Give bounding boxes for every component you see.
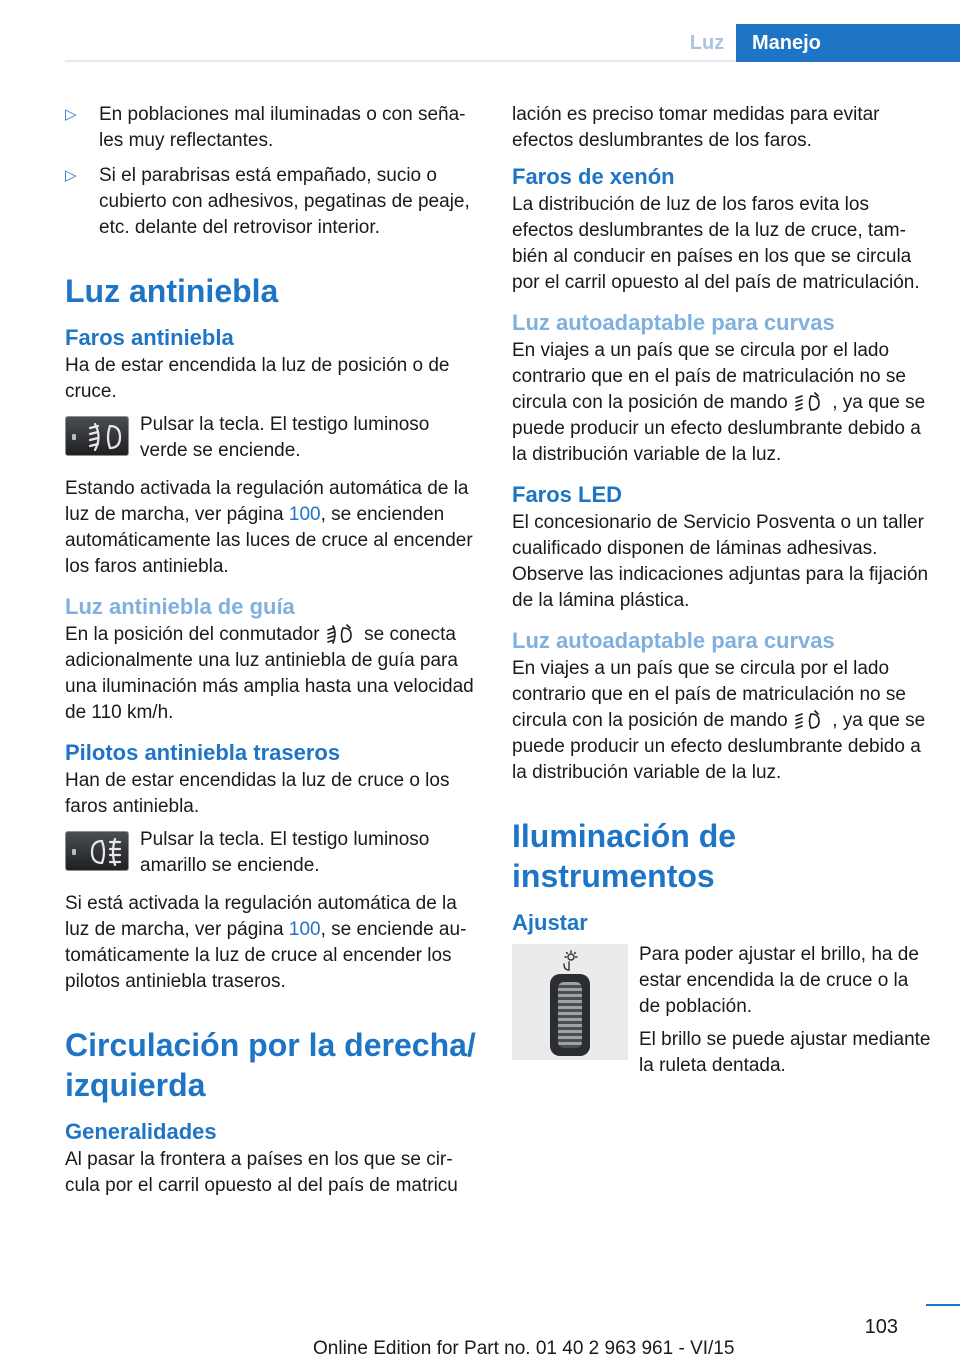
paragraph-auto-light-1 (65, 476, 477, 580)
adaptive-light-icon (325, 624, 359, 644)
indicator-led (72, 434, 76, 440)
paragraph-adaptive-curve-1 (512, 338, 932, 468)
heading-xenon: Faros de xenón (512, 164, 675, 189)
indicator-led (72, 849, 76, 855)
paragraph-adaptive-curve-2 (512, 656, 932, 786)
heading-driving-side: Circulación por la derecha/ izquierda (65, 1027, 476, 1103)
triangle-bullet-icon: ▷ (65, 106, 77, 123)
text-segment: En viajes a un país que se circula por el lado contrario que en el país de matriculación no se circula con la posición de mando (512, 340, 906, 413)
bullet-text: Si el parabrisas está empañado, sucio o cubierto con adhesivos, pegatinas de peaje, etc. delante del retrovisor interior. (99, 165, 470, 238)
header-chapter-tab[interactable]: Manejo (736, 24, 960, 62)
front-fog-button-row (65, 412, 477, 464)
adaptive-light-icon (793, 710, 827, 730)
paragraph-guide-fog (65, 622, 477, 726)
paragraph-adjust-1: Para poder ajustar el brillo, ha de estar encendida la de cruce o la de población. (639, 944, 919, 1017)
text-segment: Si está activada la regulación automática de la luz de marcha, ver página (65, 893, 457, 940)
brightness-thumbwheel (558, 982, 582, 1048)
text-segment: , ya que se puede producir un efecto deslumbrante debido a la distribución variable de la luz. (512, 392, 926, 465)
text-segment: se conecta adicionalmente una luz antiniebla de guía para una iluminación más amplia hasta una velocidad de 110 km/h. (65, 624, 474, 723)
footer-rule (926, 1304, 960, 1306)
text-segment: , ya que se puede producir un efecto deslumbrante debido a la distribución variable de la luz. (512, 710, 926, 783)
instrument-light-icon (560, 950, 582, 972)
paragraph-front-fog: Ha de estar encendida la luz de posición o de cruce. (65, 355, 450, 402)
bullet-text: En poblaciones mal iluminadas o con señales muy reflectantes. (99, 104, 466, 151)
paragraph-general: Al pasar la frontera a países en los que se circula por el carril opuesto al del país de matricu (65, 1149, 458, 1196)
heading-guide-fog: Luz antiniebla de guía (65, 594, 295, 619)
adaptive-light-icon (793, 392, 827, 412)
rear-fog-button-icon (65, 831, 129, 871)
rear-fog-button-text: Pulsar la tecla. El testigo luminoso amarillo se enciende. (140, 829, 430, 876)
heading-led: Faros LED (512, 482, 623, 507)
text-segment: En viajes a un país que se circula por el lado contrario que en el país de matriculación no se circula con la posición de mando (512, 658, 906, 731)
edition-footer: Online Edition for Part no. 01 40 2 963 961 - VI/15 (313, 1338, 735, 1359)
text-segment: En la posición del conmutador (65, 624, 325, 645)
text-segment: , se enciende automáticamente la luz de cruce al encender los pilotos antiniebla traseros. (65, 919, 467, 992)
header-section-tab[interactable]: Luz (689, 32, 725, 54)
left-column (65, 102, 477, 1206)
paragraph-led: El concesionario de Servicio Posventa o un taller cualificado disponen de láminas adhesivas. Observe las indicaciones adjuntas para la fijación de la lámina plástica. (512, 512, 929, 611)
rear-fog-light-icon (86, 838, 126, 866)
heading-general: Generalidades (65, 1119, 217, 1144)
paragraph-auto-light-2 (65, 891, 477, 995)
text-segment: Estando activada la regulación automática de la luz de marcha, ver página (65, 478, 469, 525)
front-fog-button-icon (65, 416, 129, 456)
paragraph-rear-fog: Han de estar encendidas la luz de cruce o los faros antiniebla. (65, 770, 450, 817)
page-ref-link[interactable]: 100 (288, 919, 321, 940)
heading-fog-light: Luz antiniebla (65, 273, 279, 309)
paragraph-continued: lación es preciso tomar medidas para evitar efectos deslumbrantes de los faros. (512, 104, 880, 151)
page-ref-link[interactable]: 100 (288, 504, 321, 525)
heading-instrument-lighting: Iluminación de instrumentos (512, 818, 737, 894)
triangle-bullet-icon: ▷ (65, 167, 77, 184)
brightness-wheel-row (512, 942, 932, 1086)
heading-rear-fog: Pilotos antiniebla traseros (65, 740, 341, 765)
heading-adaptive-curve-1: Luz autoadaptable para curvas (512, 310, 835, 335)
heading-adjust: Ajustar (512, 910, 588, 935)
front-fog-button-text: Pulsar la tecla. El testigo luminoso verde se enciende. (140, 414, 430, 461)
bullet-item (65, 102, 477, 154)
heading-front-fog: Faros antiniebla (65, 325, 234, 350)
front-fog-light-icon (86, 423, 126, 451)
brightness-wheel-image (512, 944, 628, 1060)
adjust-text-block (639, 942, 932, 1086)
bullet-item (65, 163, 477, 241)
right-column (512, 102, 932, 1086)
text-segment: , se encienden automáticamente las luces de cruce al encender los faros antiniebla. (65, 504, 473, 577)
rear-fog-button-row (65, 827, 477, 879)
heading-adaptive-curve-2: Luz autoadaptable para curvas (512, 628, 835, 653)
paragraph-xenon: La distribución de luz de los faros evita los efectos deslumbrantes de la luz de cruce, también al conducir en países en los que se circula por el carril opuesto al del país de matriculación. (512, 194, 920, 293)
paragraph-adjust-2: El brillo se puede ajustar mediante la ruleta dentada. (639, 1029, 931, 1076)
page-number: 103 (864, 1316, 898, 1338)
